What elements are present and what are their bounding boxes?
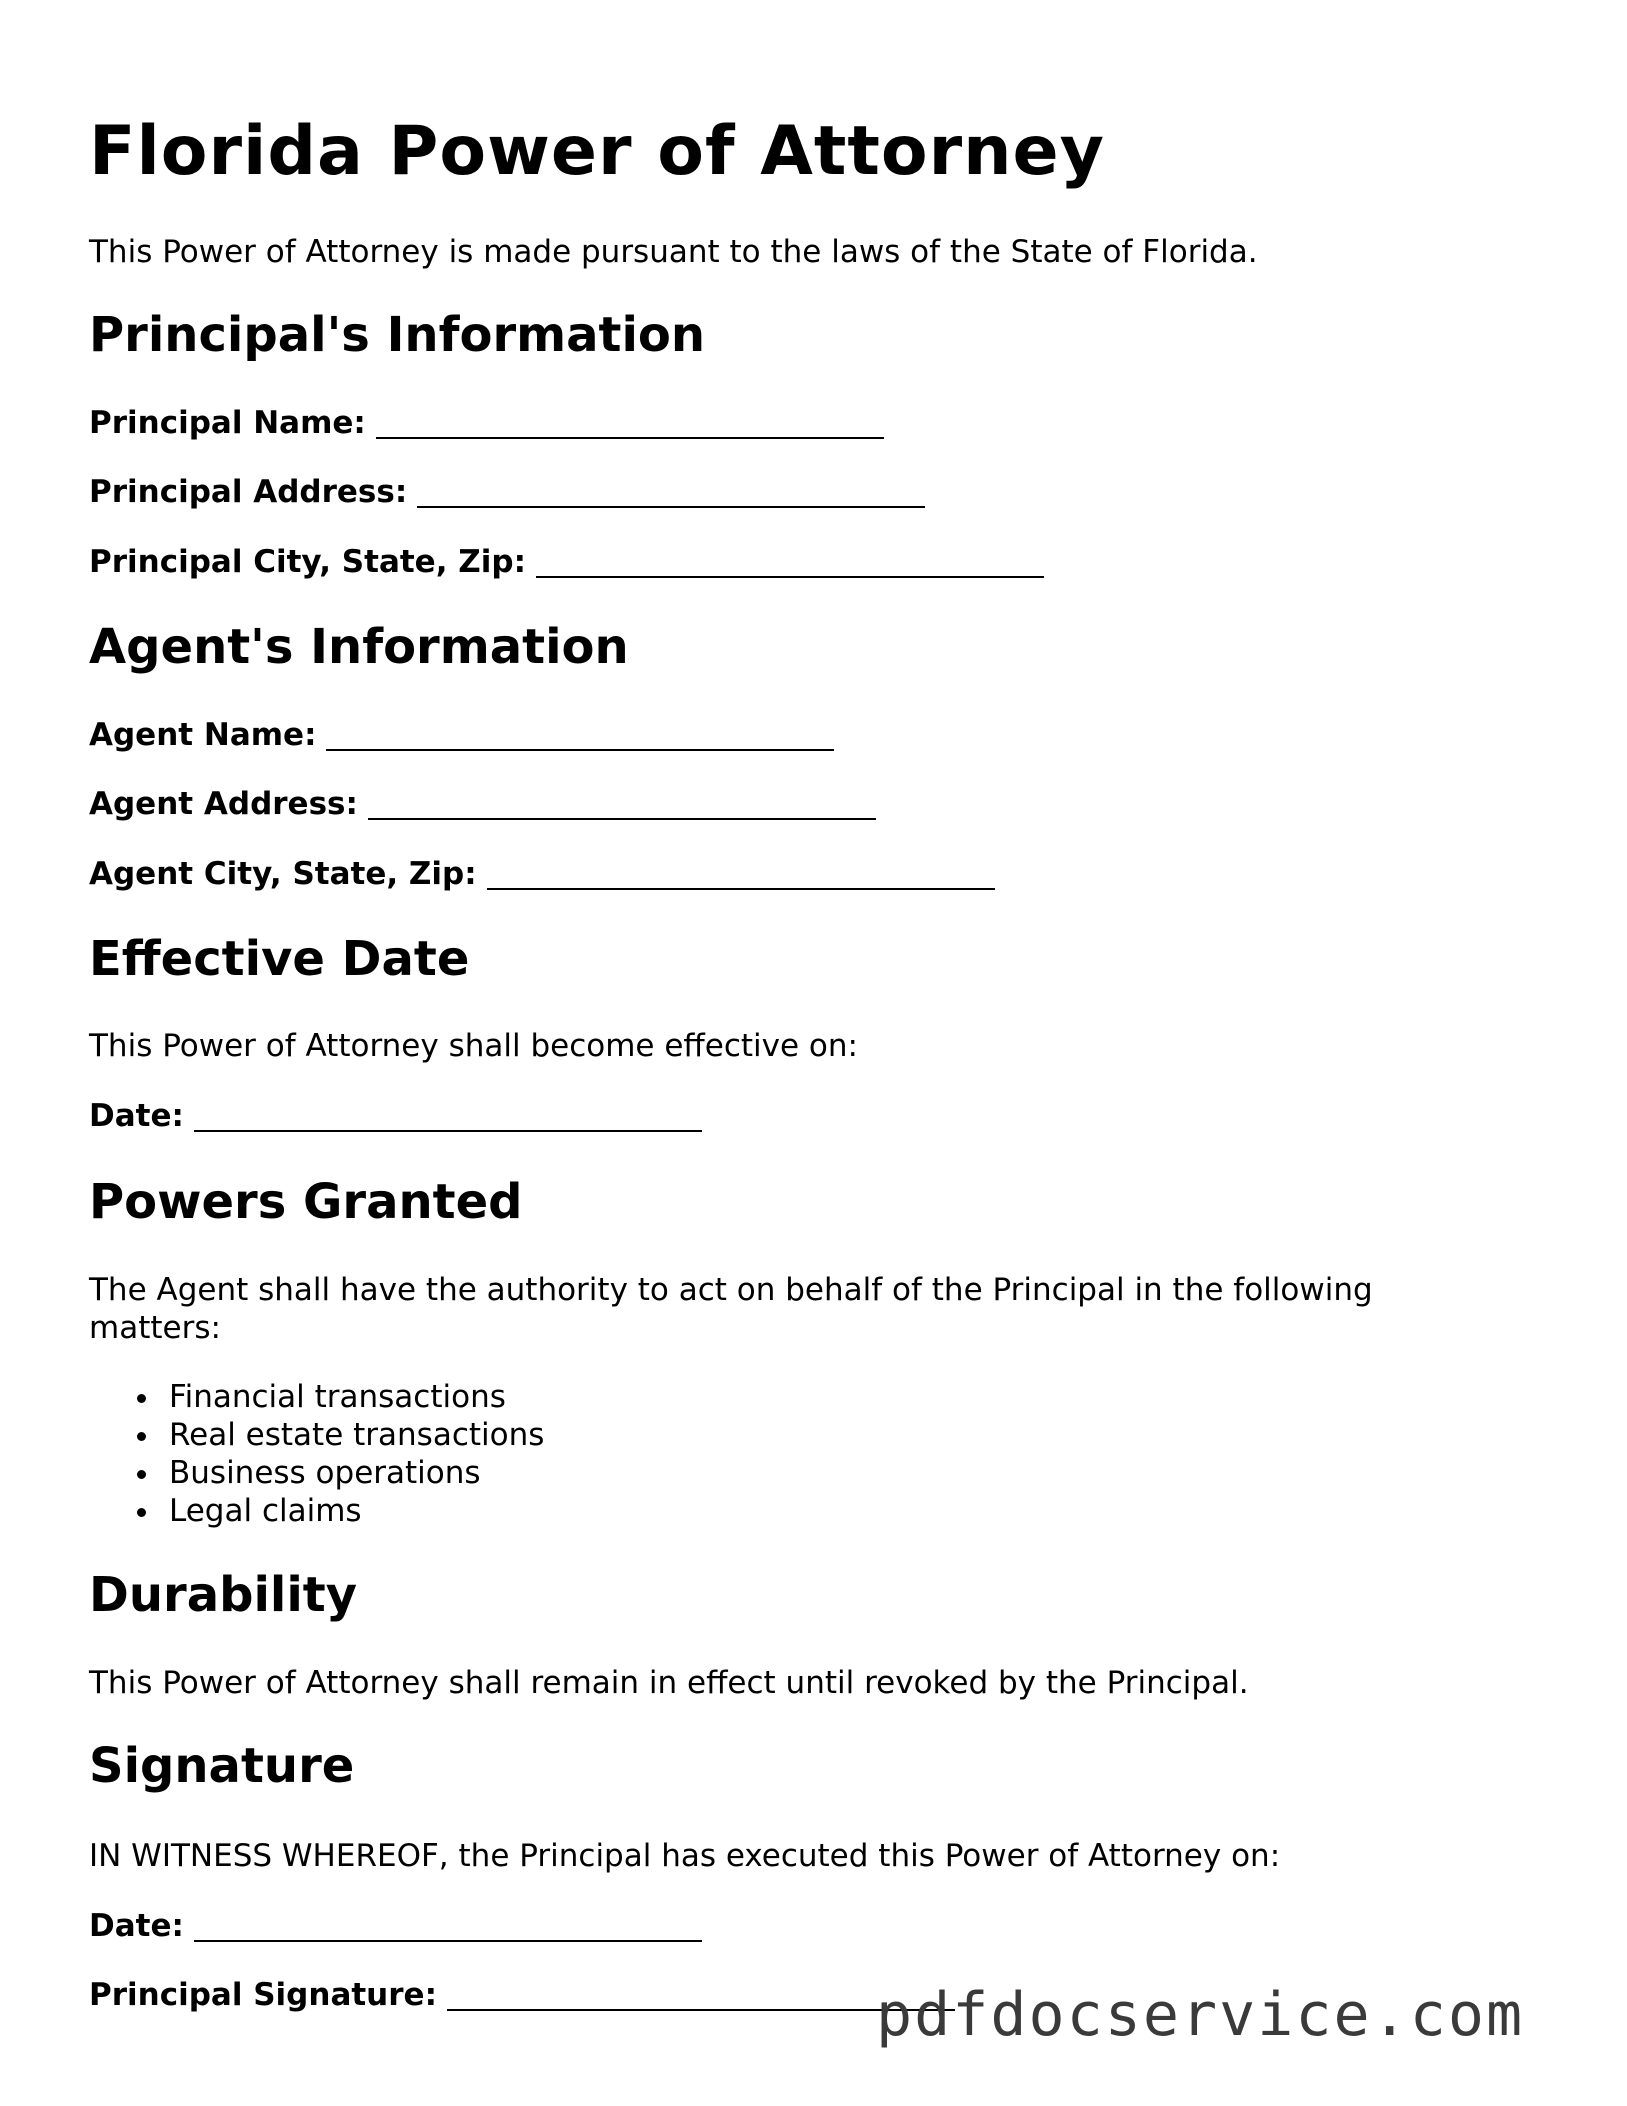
principal-address-field	[89, 474, 925, 510]
signature-date-field	[89, 1908, 702, 1944]
agent-address-blank[interactable]	[368, 790, 876, 820]
agent-address-label: Agent Address:	[89, 786, 358, 822]
agent-city-label: Agent City, State, Zip:	[89, 856, 477, 892]
effective-date-blank[interactable]	[194, 1102, 702, 1132]
principal-address-blank[interactable]	[417, 478, 925, 508]
powers-list-item: Business operations	[137, 1454, 544, 1492]
effective-text: This Power of Attorney shall become effective on:	[89, 1028, 858, 1064]
powers-list-item: Legal claims	[137, 1492, 544, 1530]
principal-name-field	[89, 405, 884, 441]
agent-name-field	[89, 717, 834, 753]
watermark: pdfdocservice.com	[876, 1980, 1525, 2050]
principal-name-label: Principal Name:	[89, 405, 366, 441]
agent-name-label: Agent Name:	[89, 717, 317, 753]
principal-city-field	[89, 544, 1044, 580]
signature-text: IN WITNESS WHEREOF, the Principal has executed this Power of Attorney on:	[89, 1838, 1281, 1874]
effective-heading: Effective Date	[89, 931, 470, 987]
signature-date-label: Date:	[89, 1908, 184, 1944]
powers-heading: Powers Granted	[89, 1174, 523, 1230]
agent-address-field	[89, 786, 876, 822]
principal-city-label: Principal City, State, Zip:	[89, 544, 526, 580]
agent-city-field	[89, 856, 995, 892]
principal-name-blank[interactable]	[376, 409, 884, 439]
durability-text: This Power of Attorney shall remain in effect until revoked by the Principal.	[89, 1665, 1249, 1701]
agent-city-blank[interactable]	[487, 860, 995, 890]
principal-city-blank[interactable]	[536, 548, 1044, 578]
effective-date-label: Date:	[89, 1098, 184, 1134]
powers-list-item: Financial transactions	[137, 1378, 544, 1416]
agent-heading: Agent's Information	[89, 619, 629, 675]
principal-address-label: Principal Address:	[89, 474, 408, 510]
agent-name-blank[interactable]	[326, 721, 834, 751]
powers-list	[89, 1378, 544, 1530]
principal-heading: Principal's Information	[89, 307, 706, 363]
intro-text: This Power of Attorney is made pursuant to the laws of the State of Florida.	[89, 234, 1258, 270]
signature-heading: Signature	[89, 1738, 355, 1794]
signature-date-blank[interactable]	[194, 1912, 702, 1942]
durability-heading: Durability	[89, 1567, 358, 1623]
powers-list-item: Real estate transactions	[137, 1416, 544, 1454]
powers-text: The Agent shall have the authority to act on behalf of the Principal in the following matters:	[89, 1272, 1373, 1346]
principal-signature-field	[89, 1977, 955, 2013]
principal-signature-label: Principal Signature:	[89, 1977, 437, 2013]
document-title: Florida Power of Attorney	[89, 112, 1105, 191]
effective-date-field	[89, 1098, 702, 1134]
